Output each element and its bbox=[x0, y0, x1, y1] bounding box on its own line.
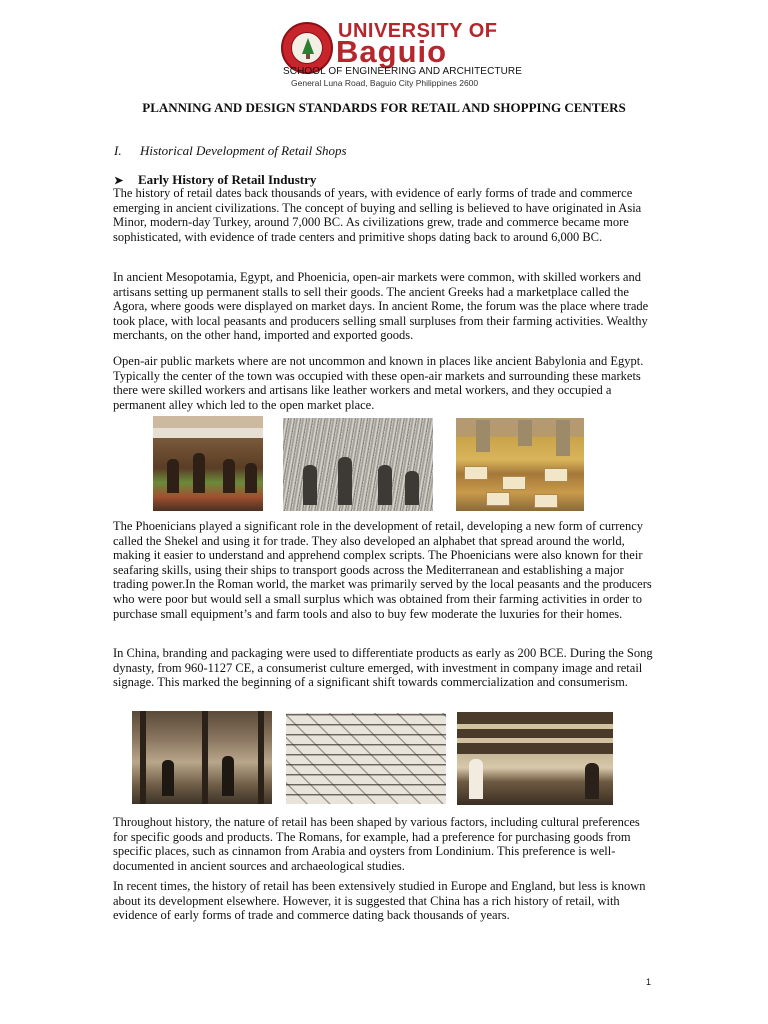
store-counter-photo-image bbox=[457, 712, 613, 805]
paragraph: The history of retail dates back thousands of years, with evidence of early forms of trade and commerce emerging in ancient civilizations. The concept of buying and selling is believed to have originated in Asia Minor, modern-day Turkey, around 7,000 BC. As civilizations grew, trade and commerce became more sophisticated, with evidence of trade centers and primitive shops dating back to around 6,000 BC. bbox=[113, 186, 642, 244]
paragraph: In recent times, the history of retail has been extensively studied in Europe and England, but less is known about its development elsewhere. However, it is suggested that China has a rich history of retail, with evidence of early forms of trade and commerce dating back thousands of years. bbox=[113, 879, 646, 923]
school-address: General Luna Road, Baguio City Philippines 2600 bbox=[291, 78, 479, 88]
paragraph: Throughout history, the nature of retail has been shaped by various factors, including cultural preferences for specific goods and products. The Romans, for example, had a preference for purchasing goods from specific places, such as cinnamon from Arabia and oysters from Londinium. This preference is well-documented in ancient sources and archaeological studies. bbox=[113, 815, 640, 873]
engraving-image bbox=[283, 418, 433, 511]
university-name: Baguio bbox=[336, 34, 448, 69]
subheading-text: Early History of Retail Industry bbox=[138, 172, 317, 187]
section-heading bbox=[114, 143, 347, 159]
university-of-text: UNIVERSITY OF bbox=[338, 20, 498, 42]
section-number: I. bbox=[114, 143, 122, 158]
paragraph: The Phoenicians played a significant role in the development of retail, developing a new form of currency called the Shekel and using it for trade. They also developed an alphabet that spread around the world, making it easier to understand and apprehend complex scripts. The Phoenicians were also known for their seafaring skills, using their ships to transport goods across the Mediterranean and establishing a major trading power.In the Roman world, the market was primarily served by the local peasants and the producers who were poor but would sell a small surplus which was obtained from their farming activities in order to purchase small equipment’s and farm tools and also to buy few moderate the luxuries for their homes. bbox=[113, 519, 652, 621]
chinese-shop-photo-image bbox=[132, 711, 272, 804]
paragraph: Open-air public markets where are not uncommon and known in places like ancient Babylonia and Egypt. Typically the center of the town was occupied with these open-air markets and surrounding these markets there were skilled workers and artisans like leather workers and metal workers, and they occupied a permanent alley which led to the open market place. bbox=[113, 354, 644, 412]
paragraph: In ancient Mesopotamia, Egypt, and Phoenicia, open-air markets were common, with skilled workers and artisans setting up permanent stalls to sell their goods. The ancient Greeks had a marketplace called the Agora, where goods were displayed on market days. In ancient Rome, the forum was the place where trade took place, with local peasants and producers selling small surpluses from their farming activities. Wealthy merchants, on the other hand, imported and exported goods. bbox=[113, 270, 649, 343]
page-number: 1 bbox=[646, 977, 652, 987]
school-name: SCHOOL OF ENGINEERING AND ARCHITECTURE bbox=[283, 66, 523, 77]
shop-interior-engraving-image bbox=[286, 713, 446, 804]
letterhead bbox=[0, 18, 768, 90]
ancient-city-image bbox=[456, 418, 584, 511]
paragraph: In China, branding and packaging were used to differentiate products as early as 200 BCE. During the Song dynasty, from 960-1127 CE, a consumerist culture emerged, with investment in company image and retail signage. This marked the beginning of a significant shift towards commercialization and consumerism. bbox=[113, 646, 653, 690]
market-photo-image bbox=[153, 416, 263, 511]
arrow-bullet-icon: ➤ bbox=[114, 175, 124, 187]
document-title: PLANNING AND DESIGN STANDARDS FOR RETAIL AND SHOPPING CENTERS bbox=[142, 100, 626, 115]
section-title: Historical Development of Retail Shops bbox=[140, 143, 347, 158]
